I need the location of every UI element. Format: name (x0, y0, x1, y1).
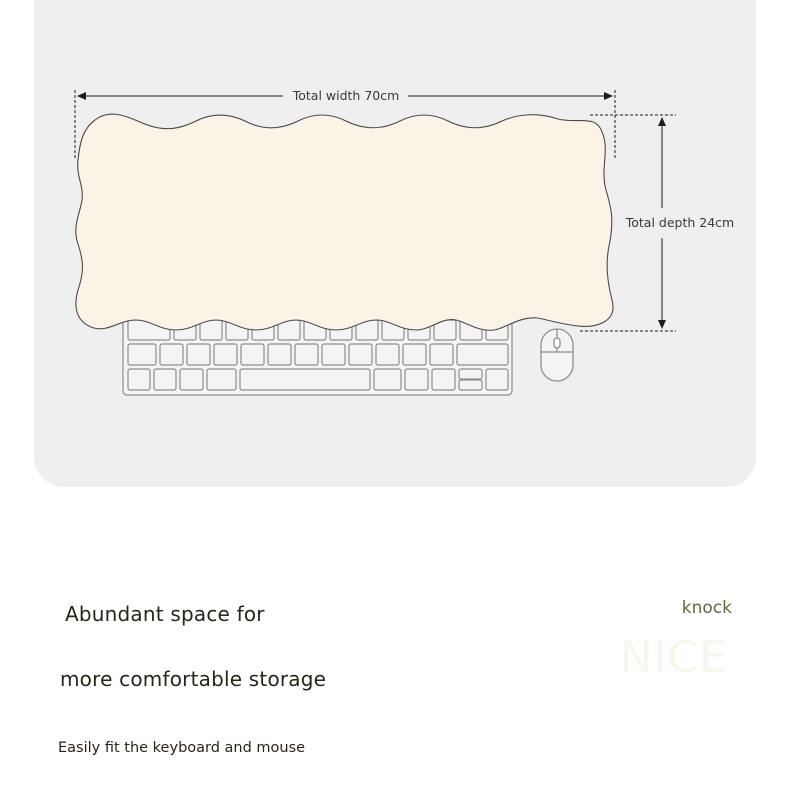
width-label: Total width 70cm (292, 88, 400, 103)
depth-label: Total depth 24cm (625, 215, 735, 230)
desk-mat-shape (76, 114, 613, 330)
headline-line-2: more comfortable storage (60, 667, 327, 691)
brand-name-watermark: NICE (619, 632, 728, 683)
brand-name-small: knock (681, 598, 732, 618)
subheadline: Easily fit the keyboard and mouse (58, 740, 306, 756)
headline-line-1: Abundant space for (65, 602, 265, 626)
